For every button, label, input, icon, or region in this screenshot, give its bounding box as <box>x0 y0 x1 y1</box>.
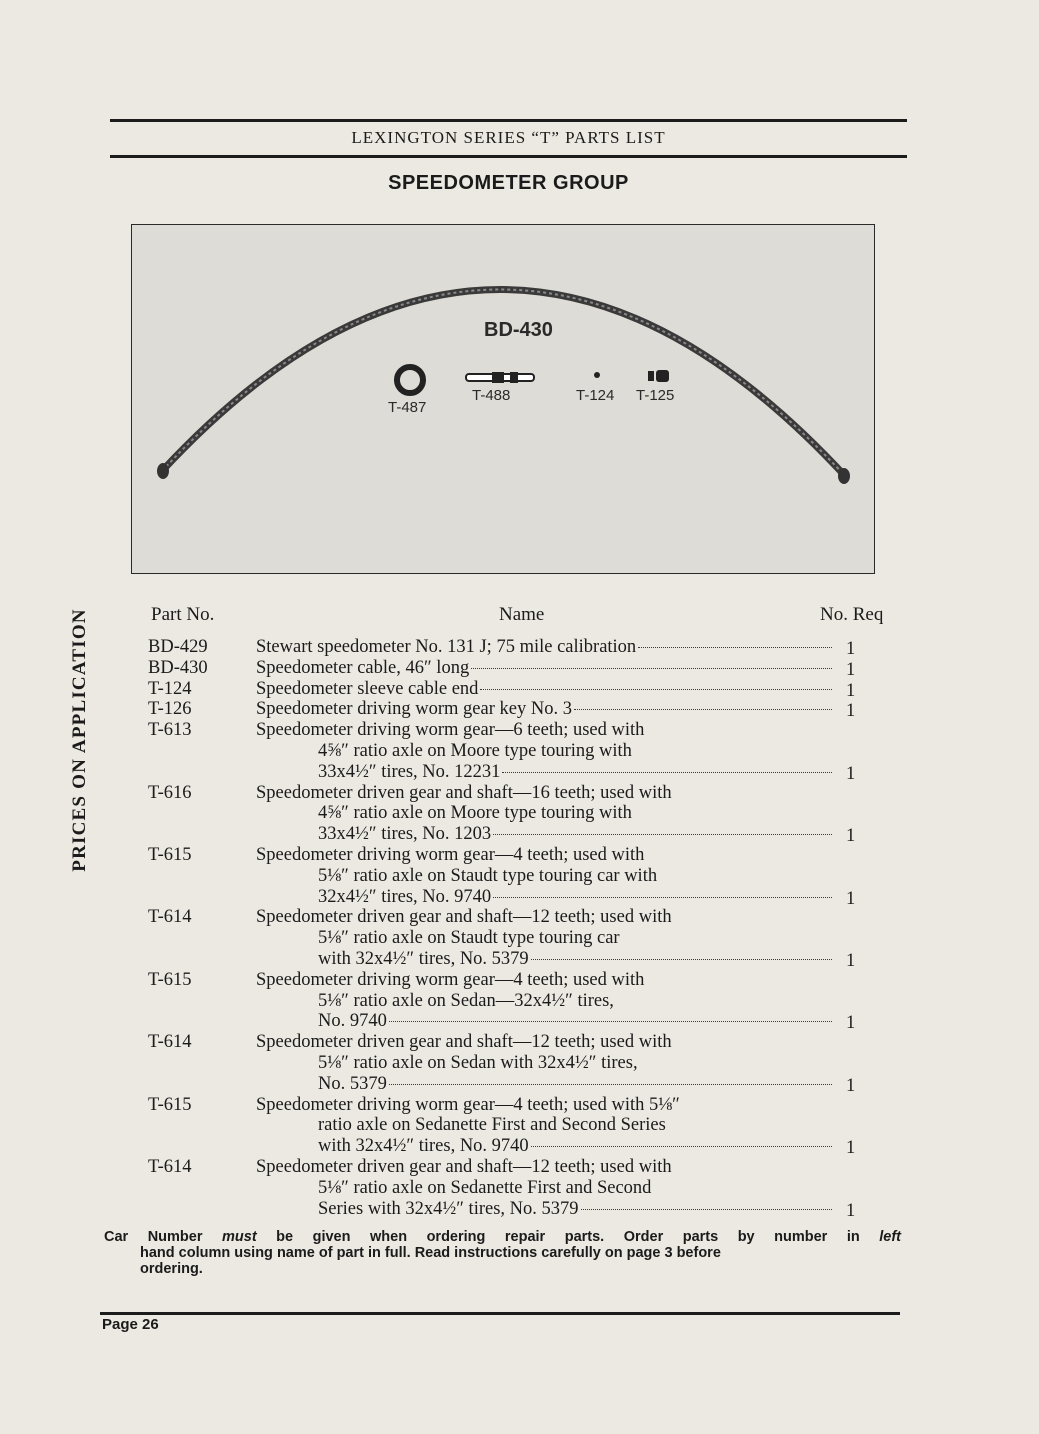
dot-leader <box>531 959 832 960</box>
quantity-required: 1 <box>846 680 856 701</box>
part-number: T-615 <box>148 969 192 990</box>
part-description-line <box>256 907 672 928</box>
part-number: T-614 <box>148 1157 192 1177</box>
part-description-line <box>318 887 838 908</box>
part-description-line <box>256 970 644 991</box>
part-description-line <box>318 1136 838 1157</box>
part-description-text: Stewart speedometer No. 131 J; 75 mile calibration <box>256 637 637 657</box>
quantity-required: 1 <box>846 701 856 722</box>
part-description-line <box>256 783 672 804</box>
part-description-line <box>256 658 838 679</box>
part-description-line <box>256 845 644 866</box>
quantity-required: 1 <box>846 639 856 659</box>
dot-leader <box>480 689 832 690</box>
part-description-line <box>256 1157 672 1178</box>
label-t124: T-124 <box>576 387 615 404</box>
footnote-line-1 <box>104 1229 901 1245</box>
part-description-text: Speedometer driven gear and shaft—12 teeth; used with <box>256 907 672 928</box>
part-description-line <box>256 1095 680 1116</box>
header-name: Name <box>499 604 545 625</box>
part-description-text: 5⅛″ ratio axle on Sedanette First and Second <box>318 1177 652 1198</box>
section-title: SPEEDOMETER GROUP <box>388 172 629 194</box>
quantity-required: 1 <box>846 763 856 784</box>
part-number: BD-429 <box>148 637 208 657</box>
t487-ring-part <box>397 367 423 393</box>
dot-leader <box>581 1209 832 1210</box>
part-number: T-126 <box>148 699 192 720</box>
cable-end-left <box>157 463 169 479</box>
label-t487: T-487 <box>388 399 427 416</box>
part-number: T-614 <box>148 1032 192 1053</box>
part-description-text: 5⅛″ ratio axle on Sedan with 32x4½″ tires, <box>318 1053 638 1073</box>
quantity-required: 1 <box>846 659 856 680</box>
part-description-text: 4⅝″ ratio axle on Moore type touring with <box>318 741 632 761</box>
t125-part <box>648 370 669 382</box>
part-description-line <box>318 1053 638 1074</box>
quantity-required: 1 <box>846 1200 856 1221</box>
cable-end-right <box>838 468 850 484</box>
part-description-text: with 32x4½″ tires, No. 9740 <box>318 1136 529 1157</box>
part-description-text: Speedometer driving worm gear—4 teeth; used with <box>256 845 645 865</box>
part-description-text: ratio axle on Sedanette First and Second Series <box>318 1115 666 1136</box>
part-description-text: Speedometer driving worm gear—4 teeth; used with <box>256 969 645 990</box>
footnote-text-b: be given when ordering repair parts. Order parts by number in <box>256 1229 880 1245</box>
part-number: BD-430 <box>148 657 208 678</box>
part-description-line <box>318 741 632 762</box>
quantity-required: 1 <box>846 1138 856 1159</box>
part-description-line <box>318 1199 838 1220</box>
running-head: LEXINGTON SERIES “T” PARTS LIST <box>351 128 666 147</box>
dot-leader <box>493 897 832 898</box>
ordering-footnote <box>104 1229 901 1277</box>
part-description-text: Speedometer sleeve cable end <box>256 678 479 699</box>
header-rule <box>110 155 907 158</box>
part-description-text: 33x4½″ tires, No. 1203 <box>318 824 492 845</box>
dot-leader <box>638 647 832 648</box>
part-number: T-615 <box>148 845 192 865</box>
part-description-line <box>318 1011 838 1032</box>
part-description-text: Series with 32x4½″ tires, No. 5379 <box>318 1198 579 1219</box>
part-description-text: Speedometer driving worm gear—6 teeth; used with <box>256 720 645 741</box>
part-description-line <box>256 699 838 720</box>
part-description-line <box>318 991 614 1012</box>
dot-leader <box>493 834 832 835</box>
part-description-line <box>318 762 838 783</box>
footnote-text-a: Car Number <box>104 1229 222 1245</box>
part-number: T-615 <box>148 1094 192 1115</box>
footnote-line-2: hand column using name of part in full. Read instructions carefully on page 3 before <box>140 1245 721 1261</box>
part-description-line <box>318 1074 838 1095</box>
part-description-text: Speedometer driving worm gear—4 teeth; used with 5⅛″ <box>256 1094 680 1115</box>
part-description-text: 5⅛″ ratio axle on Staudt type touring car <box>318 928 620 949</box>
footnote-line-3: ordering. <box>140 1261 203 1277</box>
header-qty: No. Req <box>820 604 884 625</box>
part-description-text: Speedometer driven gear and shaft—12 teeth; used with <box>256 1157 672 1177</box>
quantity-required: 1 <box>846 1013 856 1034</box>
part-description-line <box>256 637 838 658</box>
part-description-line <box>318 824 838 845</box>
prices-on-application: PRICES ON APPLICATION <box>69 608 90 872</box>
part-description-line <box>318 803 632 824</box>
part-description-text: 4⅝″ ratio axle on Moore type touring with <box>318 803 632 824</box>
part-description-line <box>318 1178 651 1199</box>
part-number: T-124 <box>148 678 192 699</box>
part-number: T-614 <box>148 907 192 928</box>
part-description-text: Speedometer driven gear and shaft—12 teeth; used with <box>256 1032 672 1053</box>
part-description-line <box>318 1115 666 1136</box>
part-description-text: 32x4½″ tires, No. 9740 <box>318 886 492 907</box>
label-bd430: BD-430 <box>484 319 553 341</box>
top-rule <box>110 119 907 122</box>
quantity-required: 1 <box>846 888 856 909</box>
part-description-text: 5⅛″ ratio axle on Staudt type touring car with <box>318 865 658 886</box>
t488-shaft-part <box>466 372 534 383</box>
t124-part <box>594 372 600 378</box>
dot-leader <box>389 1021 832 1022</box>
dot-leader <box>574 709 832 710</box>
dot-leader <box>531 1146 832 1147</box>
part-description-text: 33x4½″ tires, No. 12231 <box>318 761 501 782</box>
footnote-left: left <box>879 1229 901 1245</box>
part-description-text: No. 9740 <box>318 1011 387 1032</box>
dot-leader <box>471 668 832 669</box>
label-t488: T-488 <box>472 387 511 404</box>
header-part-no: Part No. <box>151 604 215 625</box>
part-description-line <box>318 928 620 949</box>
part-description-text: Speedometer driven gear and shaft—16 teeth; used with <box>256 782 672 803</box>
part-description-line <box>256 679 838 700</box>
page-number: Page 26 <box>102 1316 159 1333</box>
parts-photo <box>131 224 875 574</box>
part-description-text: No. 5379 <box>318 1073 387 1094</box>
part-description-text: Speedometer driving worm gear key No. 3 <box>256 699 572 720</box>
part-description-line <box>318 949 838 970</box>
part-description-line <box>318 866 657 887</box>
footer-rule <box>100 1312 900 1315</box>
part-number: T-613 <box>148 720 192 741</box>
part-description-text: 5⅛″ ratio axle on Sedan—32x4½″ tires, <box>318 990 614 1011</box>
quantity-required: 1 <box>846 951 856 971</box>
part-description-text: Speedometer cable, 46″ long <box>256 657 470 678</box>
dot-leader <box>502 772 832 773</box>
footnote-must: must <box>222 1229 257 1245</box>
part-description-text: with 32x4½″ tires, No. 5379 <box>318 949 529 969</box>
part-number: T-616 <box>148 782 192 803</box>
quantity-required: 1 <box>846 826 856 847</box>
dot-leader <box>389 1084 832 1085</box>
part-description-line <box>256 1032 672 1053</box>
quantity-required: 1 <box>846 1075 856 1096</box>
label-t125: T-125 <box>636 387 675 404</box>
part-description-line <box>256 720 644 741</box>
